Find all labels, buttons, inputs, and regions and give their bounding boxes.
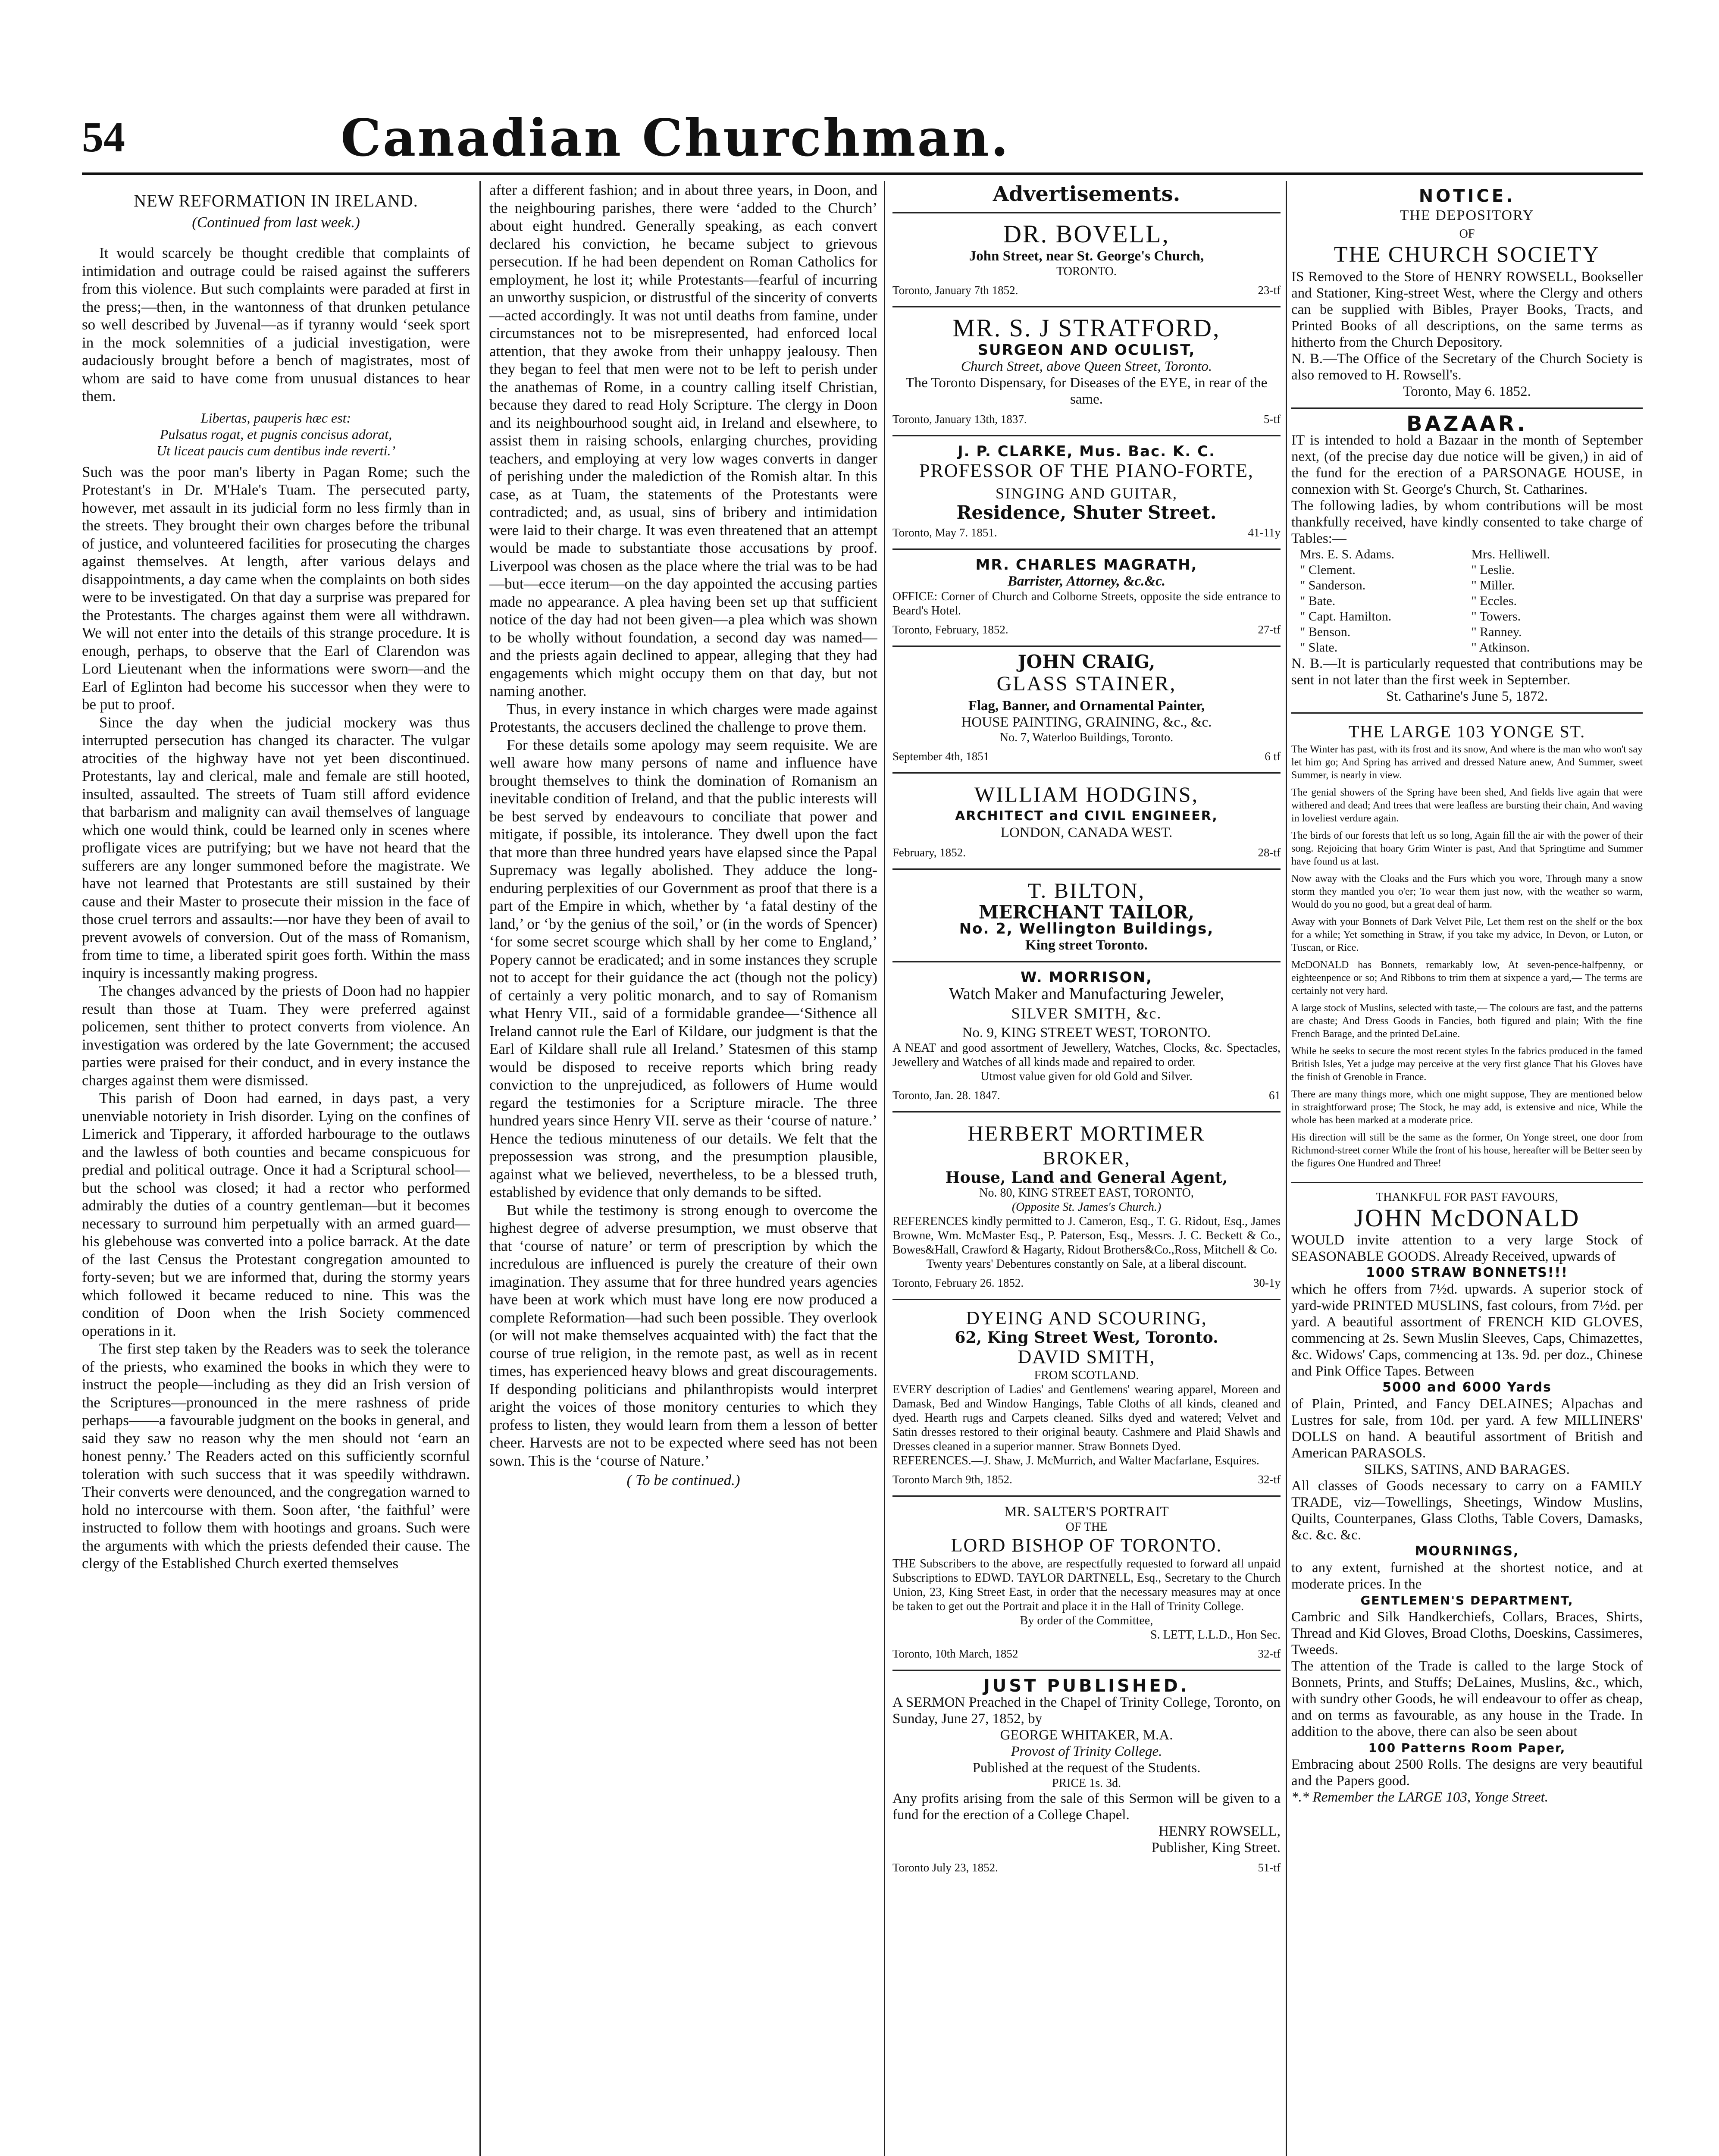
article-paragraph: For these details some apology may seem requisite. We are well aware how many persons of name and influence have brought themselves to think the domination of Romanism an inevitable condition of Ireland, and that the public interests will be best served by endeavours to conciliate that power and mitigate, if possible, its intolerance. They dwell upon the fact that more than three hundred years have elapsed since the Papal Supremacy was legally abolished. They adduce the long-enduring perplexities of our Government as proof that there is a part of the Empire in which, whether by ‘a fatal destiny of the land,’ or ‘by the genius of the soil,’ or (in the words of Spencer) ‘for some secret scourge which shall by her come to England,’ Popery cannot be eradicated; and in some instances they scruple not to accept for their guidance the act (though not the policy) of certainly a very politic monarch, and to say of Romanism what Henry VII., said of a formidable grandee—‘Sithence all Ireland cannot rule the Earl of Kildare, our judgment is that the Earl of Kildare shall rule all Ireland.’ Statesmen of this stamp would be disposed to receive reports which bring ready conviction to the unprejudiced, as followers of Hume would regard the testimonies for a Scripture miracle. The three hundred years since Henry VII. serve as their ‘course of nature.’ Hence the tedious minuteness of our details. We felt that the prepossession was strong, and the presumption plausible, against what we believed, nevertheless, to be a blessed truth, established by evidence that only demands to be sifted.	[489, 736, 877, 1200]
ad-title: DYEING AND SCOURING,	[966, 1307, 1207, 1329]
verse-line: Libertas, pauperis hæc est:	[200, 410, 351, 426]
lady-name: " Atkinson.	[1471, 640, 1530, 655]
notice-text: IT is intended to hold a Bazaar in the month of September next, (of the precise day due notice will be given,) in aid of the fund for the erection of a PARSONAGE HOUSE, in connexion with St. George's Church, St. Catharines.	[1291, 432, 1643, 497]
ad-name: JOHN CRAIG,	[1018, 651, 1155, 672]
ad-ref: 23-tf	[1258, 283, 1281, 297]
lady-name: " Towers.	[1471, 609, 1521, 624]
ad-price: PRICE 1s. 3d.	[1052, 1776, 1121, 1790]
continued-note: (Continued from last week.)	[192, 213, 360, 231]
ad-text: THANKFUL FOR PAST FAVOURS,	[1376, 1191, 1558, 1204]
lady-name: " Clement.	[1300, 563, 1356, 577]
notice-line: OF	[1459, 227, 1475, 241]
ad-ref: 51-tf	[1258, 1861, 1281, 1874]
lady-name: Mrs. E. S. Adams.	[1300, 547, 1395, 561]
ad-text: THE Subscribers to the above, are respectfully requested to forward all unpaid Subscriptions to EDWD. TAYLOR DARTNELL, Esq., Secretary to the Church Union, 23, King Street East, in order that the necessary measures may at once be taken to get out the Portrait and place it in the Hall of Trinity College.	[892, 1557, 1281, 1613]
poem-stanza: There are many things more, which one might suppose, They are mentioned below in straightforward prose; The Stock, he may add, is extensive and nice, While the whole has been marked at a moderate price.	[1291, 1089, 1643, 1126]
ad-text: Cambric and Silk Handkerchiefs, Collars, Braces, Shirts, Thread and Kid Gloves, Broad Cloths, Doeskins, Cassimeres, Tweeds.	[1291, 1609, 1643, 1658]
notice-line: THE DEPOSITORY	[1400, 207, 1534, 223]
ad-date: Toronto, February 26. 1852.	[892, 1276, 1024, 1289]
ad-highlight: GENTLEMEN'S DEPARTMENT,	[1360, 1593, 1574, 1608]
poem-stanza: The Winter has past, with its frost and its snow, And where is the man who won't say let him go; And Spring has arrived and dressed Nature anew, And Summer, sweet Summer, is nearly in view.	[1291, 744, 1643, 781]
poem-stanza: Away with your Bonnets of Dark Velvet Pile, Let them rest on the shelf or the box for a while; Yet something in Straw, if you take my advice, In Devon, or Luton, or Tuscan, or Rice.	[1291, 916, 1643, 953]
article-paragraph: Since the day when the judicial mockery was thus interrupted persecution has changed its character. The vulgar atrocities of the highway have not yet been discontinued. Protestants, lay and clerical, male and female are still hooted, insulted, assaulted. The streets of Tuam still afford evidence that barbarism and malignity can avail themselves of language which one would think, could be learned only in scenes where profligate vices are putrifying; but we have not heard that the sufferers are any longer summoned before the magistrate. We have not learned that Protestants are still sustained by their cause and their Master to prosecute their mission in the face of those cruel terrors and assaults:—nor have they been of avail to prevent avowels of conversion. Out of the mass of Romanism, from time to time, a liberated spirit goes forth. Within the mass inquiry is incessantly making progress.	[82, 714, 470, 981]
ad-address: John Street, near St. George's Church,	[969, 248, 1204, 264]
verse-line: Pulsatus rogat, et pugnis concisus adorat,	[160, 426, 392, 442]
ad-smith	[892, 1300, 1281, 1497]
ad-text: Published at the request of the Students.	[972, 1760, 1201, 1776]
lady-name: " Leslie.	[1471, 563, 1515, 577]
ad-mortimer	[892, 1112, 1281, 1300]
notice-header: NOTICE.	[1418, 186, 1515, 206]
ad-text: OFFICE: Corner of Church and Colborne Streets, opposite the side entrance to Beard's Hotel.	[892, 589, 1281, 617]
ad-large-103	[1291, 714, 1643, 1183]
ad-hodgins	[892, 774, 1281, 870]
ad-date: February, 1852.	[892, 846, 966, 859]
ad-craig	[892, 647, 1281, 774]
lady-name: " Eccles.	[1471, 594, 1517, 608]
ad-ref: 5-tf	[1264, 412, 1281, 426]
ad-date: Toronto March 9th, 1852.	[892, 1473, 1012, 1486]
ad-name: DR. BOVELL,	[1003, 219, 1170, 248]
ad-bilton	[892, 870, 1281, 962]
ad-text: Twenty years' Debentures constantly on Sale, at a liberal discount.	[926, 1257, 1247, 1271]
ad-date: Toronto, Jan. 28. 1847.	[892, 1088, 1000, 1102]
ad-ref: 30-1y	[1253, 1276, 1281, 1289]
notice-name: THE CHURCH SOCIETY	[1334, 242, 1600, 267]
ad-title: THE LARGE 103 YONGE ST.	[1348, 722, 1586, 741]
ad-city: TORONTO.	[1056, 264, 1117, 278]
ad-date: Toronto July 23, 1852.	[892, 1861, 998, 1874]
poem-stanza: Now away with the Cloaks and the Furs which you wore, Through many a snow storm they mantled you o'er; To wear them just now, with the weather so warm, Would do you no good, but a great deal of harm.	[1291, 873, 1643, 910]
ad-name: HERBERT MORTIMER	[968, 1121, 1205, 1145]
ad-text: to any extent, furnished at the shortest notice, and at moderate prices. In the	[1291, 1560, 1643, 1592]
article-column-1	[82, 181, 470, 2156]
notice-text: N. B.—It is particularly requested that contributions may be sent in not later than the first week in September.	[1291, 656, 1643, 688]
ad-morrison	[892, 962, 1281, 1112]
ad-text: EVERY description of Ladies' and Gentlemens' wearing apparel, Moreen and Damask, Bed and Window Hangings, Table Cloths of all kinds, cleaned and dyed. Hearth rugs and Carpets cleaned. Silks dyed and watered; Velvet and Satin dresses restored to their original beauty. Cashmere and Plaid Shawls and Dresses cleaned in a superior manner. Straw Bonnets Dyed.	[892, 1382, 1281, 1453]
ad-text: which he offers from 7½d. upwards. A superior stock of yard-wide PRINTED MUSLINS, fast colours, from 7½d. per yard. A beautiful assortment of FRENCH KID GLOVES, commencing at 2s. Sewn Muslin Sleeves, Caps, Chimazettes, &c. Widows' Caps, commencing at 13s. 9d. per doz., Chinese and Pink Office Tapes. Between	[1291, 1282, 1643, 1379]
poem-stanza: His direction will still be the same as the former, On Yonge street, one door from Richmond-street corner While the front of his house, hereafter will be Better seen by the figures One Hundred and Three!	[1291, 1132, 1643, 1169]
ad-city: King street Toronto.	[1025, 937, 1148, 953]
ad-name: W. MORRISON,	[1021, 968, 1152, 986]
ladies-list	[1291, 547, 1643, 655]
article-paragraph: Such was the poor man's liberty in Pagan Rome; such the Protestant's in Dr. M'Hale's Tuam. The persecuted party, however, met assault in its judicial form no less firmly than in the streets. They brought their own charges before the tribunal of justice, and volunteered facilities for prosecuting the charges against themselves. At length, after various delays and disappointments, a day came when the complaints on both sides were to be investigated. On that day a surprise was prepared for the Protestants. The charges against them were all withdrawn. We will not enter into the details of this strange procedure. It is enough, perhaps, to observe that the Earl of Clarendon was Lord Lieutenant when the informations were sworn—and the Earl of Eglinton had become his successor when they were to be put to proof.	[82, 463, 470, 713]
ad-ref: 41-11y	[1248, 526, 1281, 539]
poem-stanza: While he seeks to secure the most recent styles In the fabrics produced in the famed British Isles, Yet a judge may perceive at the very first glance That his Gloves have the finish of Grenoble in France.	[1291, 1046, 1643, 1083]
ad-title: ARCHITECT and CIVIL ENGINEER,	[955, 808, 1218, 824]
ad-title: BROKER,	[1043, 1147, 1130, 1169]
ad-date: Toronto, January 7th 1852.	[892, 283, 1018, 297]
masthead	[82, 108, 1643, 172]
article-headline: NEW REFORMATION IN IRELAND.	[134, 191, 418, 210]
ad-ref: 32-tf	[1258, 1647, 1281, 1660]
ad-text: HOUSE PAINTING, GRAINING, &c., &c.	[961, 714, 1212, 730]
article-paragraph: This parish of Doon had earned, in days past, a very unenviable notoriety in Irish disorder. Lying on the confines of Limerick and Tipperary, it afforded harbourage to the outlaws and the lawless of both counties and became conspicuous for predial and political outrage. Once it had a Scriptural school—but the school was closed; it had a rector who performed admirably the duties of a country gentleman—but it becomes necessary to surround him perpetually with an armed guard—his glebehouse was converted into a police barrack. At the date of the last Census the Protestant congregation amounted to forty-seven; but we are informed that, during the stormy years which followed it became reduced to nine. This was the condition of Doon when the Irish Society commenced operations in it.	[82, 1090, 470, 1339]
masthead-rule	[82, 172, 1643, 175]
column-divider	[479, 181, 481, 2156]
latin-verse	[82, 410, 470, 459]
notice-text: The following ladies, by whom contributions will be most thankfully received, have kindly consented to take charge of Tables:—	[1291, 498, 1643, 546]
ad-highlight: 1000 STRAW BONNETS!!!	[1366, 1265, 1568, 1280]
ad-text: REFERENCES.—J. Shaw, J. McMurrich, and Walter Macfarlane, Esquires.	[892, 1454, 1259, 1467]
ad-signature: HENRY ROWSELL,	[1159, 1823, 1281, 1839]
ad-highlight: MOURNINGS,	[1415, 1544, 1519, 1559]
ad-name: WILLIAM HODGINS,	[974, 782, 1199, 806]
ad-date: September 4th, 1851	[892, 749, 989, 763]
ad-name: J. P. CLARKE, Mus. Bac. K. C.	[957, 442, 1216, 460]
lady-name: " Capt. Hamilton.	[1300, 609, 1392, 624]
ad-text: REFERENCES kindly permitted to J. Cameron, Esq., T. G. Ridout, Esq., James Browne, Wm. McMaster Esq., P. Paterson, Esq., Messrs. J. C. Beckett & Co., Bowes&Hall, Crawford & Hagarty, Ridout Brothers&Co.,Ross, Mitchell & Co.	[892, 1214, 1281, 1257]
ad-address: 62, King Street West, Toronto.	[955, 1328, 1218, 1347]
ad-date: Toronto, May 7. 1851.	[892, 526, 997, 539]
ad-text: WOULD invite attention to a very large Stock of SEASONABLE GOODS. Already Received, upwards of	[1291, 1232, 1643, 1264]
notice-date: Toronto, May 6. 1852.	[1403, 384, 1531, 399]
ad-address: Church Street, above Queen Street, Toronto.	[961, 358, 1212, 374]
ad-title: SURGEON AND OCULIST,	[977, 341, 1196, 359]
ad-text: FROM SCOTLAND.	[1034, 1368, 1139, 1382]
ad-text: House, Land and General Agent,	[945, 1168, 1228, 1187]
ad-magrath	[892, 550, 1281, 647]
ad-title: GLASS STAINER,	[996, 672, 1177, 695]
verse-line: Ut liceat paucis cum dentibus inde reverti.’	[156, 442, 396, 458]
ad-clarke	[892, 436, 1281, 550]
poem-stanza: McDONALD has Bonnets, remarkably low, At seven-pence-halfpenny, or eighteenpence or so; And Ribbons to trim them at sixpence a yard,— The terms are certainly not very hard.	[1291, 959, 1643, 997]
ad-title: JUST PUBLISHED.	[983, 1676, 1190, 1696]
column-divider	[1286, 181, 1287, 2156]
ad-portrait	[892, 1497, 1281, 1671]
ad-name: DAVID SMITH,	[1018, 1346, 1155, 1367]
ad-just-published	[892, 1671, 1281, 1883]
ad-name: T. BILTON,	[1027, 878, 1146, 903]
article-paragraph: The changes advanced by the priests of Doon had no happier result than those at Tuam. They were preferred against policemen, sent thither to protect converts from violence. An investigation was ordered by the late Government; the accused parties were praised for their conduct, and in every instance the charges against them were dismissed.	[82, 982, 470, 1089]
lady-name: " Sanderson.	[1300, 578, 1366, 592]
article-column-2	[489, 181, 877, 2156]
ad-text: Any profits arising from the sale of this Sermon will be given to a fund for the erection of a College Chapel.	[892, 1790, 1281, 1823]
newspaper-title: Canadian Churchman.	[341, 108, 1010, 168]
ad-title: Watch Maker and Manufacturing Jeweler,	[949, 984, 1224, 1003]
ad-date: Toronto, January 13th, 1837.	[892, 412, 1027, 426]
lady-name: Mrs. Helliwell.	[1471, 547, 1550, 561]
ad-text: OF THE	[1065, 1520, 1108, 1534]
poem-stanza: The birds of our forests that left us so long, Again fill the air with the power of their song. Rejoicing that hoary Grim Winter is past, And that Springtime and Summer have found us at last.	[1291, 830, 1643, 867]
article-paragraph: It would scarcely be thought credible that complaints of intimidation and outrage could be raised against the sufferers from this violence. But such complaints were paraded at first in the press;—then, in the wantonness of that drunken petulance so well described by Juvenal—as if tyranny would ‘seek sport in the mock solemnities of a judicial investigation, were audaciously brought before a bench of magistrates, most of whom are said to have come from unusual distances to hear them.	[82, 244, 470, 404]
advertisements-header: Advertisements.	[892, 181, 1281, 213]
notices-column	[1291, 181, 1643, 2156]
ad-title: SILVER SMITH, &c.	[1011, 1004, 1162, 1022]
ad-text: All classes of Goods necessary to carry on a FAMILY TRADE, viz—Towellings, Sheetings, Window Muslins, Quilts, Counterpanes, Glass Cloths, Table Covers, Damasks, &c. &c. &c.	[1291, 1478, 1643, 1543]
ad-text: By order of the Committee,	[1020, 1614, 1153, 1627]
poem-stanza: A large stock of Muslins, selected with taste,— The colours are fast, and the patterns are chaste; And Dress Goods in Fancies, both figured and plain; With the fine French Barage, and the printed DeLaine.	[1291, 1003, 1643, 1040]
ad-highlight: 100 Patterns Room Paper,	[1368, 1741, 1566, 1755]
ad-ref: 28-tf	[1258, 846, 1281, 859]
lady-name: " Slate.	[1300, 640, 1338, 655]
notice-church-society	[1291, 181, 1643, 409]
ad-title: MR. SALTER'S PORTRAIT	[1004, 1504, 1169, 1520]
ad-signature: Publisher, King Street.	[1151, 1839, 1281, 1855]
article-paragraph: after a different fashion; and in about three years, in Doon, and the neighbouring parishes, there were ‘added to the Church’ about eight hundred. Generally speaking, as each convert declared his conviction, he became subject to grievous persecution. If he had been dependent on Roman Catholics for employment, he lost it; while Protestants—fearful of incurring an unworthy suspicion, or distrustful of the sincerity of converts—acted accordingly. It was not until deaths from famine, under circumstances not to be misrepresented, had enforced local attention, that they awoke from their unhappy jealousy. Then they began to feel that men were not to be left to perish under the anathemas of Rome, in a country calling itself Christian, because they dared to read Holy Scripture. The clergy in Doon and its neighbourhood sought aid, in Ireland and elsewhere, to assist them in raising schools, enlarging churches, providing teachers, and employing at very low wages converts in danger of perishing under the malediction of the Romish altar. In this case, as at Tuam, the statements of the Protestants were contradicted; and, as usual, sins of bribery and intimidation were laid to their charge. It was even threatened that an attempt would be made to substantiate those accusations by proof. Liverpool was chosen as the place where the trial was to be had—but—ecce iterum—on the day appointed the accusing parties made no appearance. A plea having been set up that sufficient notice of the day had not been given—a plea which was shown to be wholly without foundation, a second day was named—and the priests again declined to appear, alleging that they had engagements which might occupy them on that day, but not naming another.	[489, 182, 877, 699]
ad-title: PROFESSOR OF THE PIANO-FORTE,	[919, 460, 1254, 481]
ad-text: *.* Remember the LARGE 103, Yonge Street.	[1291, 1789, 1549, 1805]
ad-signature: S. LETT, L.L.D., Hon Sec.	[1150, 1628, 1281, 1642]
notice-date: St. Catharine's June 5, 1872.	[1386, 689, 1548, 704]
lady-name: " Bate.	[1300, 594, 1336, 608]
ad-highlight: SILKS, SATINS, AND BARAGES.	[1364, 1462, 1570, 1477]
ad-text: Utmost value given for old Gold and Silver.	[980, 1069, 1193, 1083]
poem-stanza: The genial showers of the Spring have been shed, And fields live again that were withered and dead; And trees that were leafless are bursting their chain, And waving in loveliest verdure again.	[1291, 787, 1643, 824]
ad-text: Provost of Trinity College.	[1011, 1743, 1162, 1759]
page-number: 54	[82, 113, 125, 161]
ad-ref: 27-tf	[1258, 623, 1281, 636]
ad-ref: 32-tf	[1258, 1473, 1281, 1486]
lady-name: " Benson.	[1300, 625, 1351, 639]
ad-text: The attention of the Trade is called to the large Stock of Bonnets, Prints, and Stuffs; DeLaines, Muslins, &c., which, with sundry other Goods, he will endeavour to offer as cheap, and on terms as favourable, as any house in the Trade. In addition to the above, there can also be seen about	[1291, 1658, 1643, 1739]
ad-text: Embracing about 2500 Rolls. The designs are very beautiful and the Papers good.	[1291, 1757, 1643, 1789]
ad-name: MR. S. J STRATFORD,	[952, 313, 1221, 342]
ad-address: No. 9, KING STREET WEST, TORONTO.	[962, 1025, 1211, 1040]
article-paragraph: But while the testimony is strong enough to overcome the highest degree of adverse presumption, we must observe that that ‘course of nature’ or term of prescription by which the incredulous are influenced is purely the creature of their own imagination. They assume that for three hundred years agencies have been at work which must have long ere now produced a complete Reformation—had such been possible. They overlook (or will not make themselves acquainted with) the fact that the course of true religion, in the remote past, as well as in recent times, has experienced heavy blows and great discouragements. If desponding politicians and philanthropists would interpret aright the voices of those monitory centuries to which they profess to listen, they would learn from them a lesson of better cheer. Harvests are not to be expected where seed has not been sown. This is the ‘course of Nature.’	[489, 1201, 877, 1469]
ad-ref: 6 tf	[1265, 749, 1281, 763]
article-paragraph: The first step taken by the Readers was to seek the tolerance of the priests, who examined the books in which they were to instruct the people—including as they did an Irish version of the Scriptures—pronounced in the mere rashness of pride perhaps——a favourable judgment on the books in general, and said they saw no reason why the men should not ‘earn an honest penny.’ The Readers acted on this sufficiently scornful toleration with such success that it was speedily withdrawn. Their converts were denounced, and the congregation warned to hold no intercourse with them. Soon after, ‘the faithful’ were instructed to follow them with hootings and groans. Such were the arguments with which the priests defended their cause. The clergy of the Established Church exerted themselves	[82, 1340, 470, 1572]
column-divider	[884, 181, 885, 2156]
ad-highlight: 5000 and 6000 Yards	[1382, 1380, 1552, 1395]
ad-title: SINGING AND GUITAR,	[995, 484, 1178, 502]
ad-name: GEORGE WHITAKER, M.A.	[1000, 1727, 1173, 1743]
ad-address: No. 2, Wellington Buildings,	[959, 920, 1214, 937]
poem	[1291, 743, 1643, 1170]
ad-stratford	[892, 307, 1281, 436]
ad-text: The Toronto Dispensary, for Diseases of the EYE, in rear of the same.	[905, 375, 1268, 407]
ad-address: Residence, Shuter Street.	[956, 501, 1217, 523]
ad-date: Toronto, 10th March, 1852	[892, 1647, 1018, 1660]
ad-name: LORD BISHOP OF TORONTO.	[951, 1534, 1222, 1556]
ad-mcdonald	[1291, 1183, 1643, 1813]
ad-text: A SERMON Preached in the Chapel of Trinity College, Toronto, on Sunday, June 27, 1852, by	[892, 1694, 1281, 1727]
to-be-continued: ( To be continued.)	[626, 1472, 740, 1489]
ad-text: of Plain, Printed, and Fancy DELAINES; Alpachas and Lustres for sale, from 10d. per yard. A few MILLINERS' DOLLS on hand. A beautiful assortment of British and American PARASOLS.	[1291, 1396, 1643, 1461]
article-paragraph: Thus, in every instance in which charges were made against Protestants, the accusers declined the challenge to prove them.	[489, 700, 877, 735]
notice-text: N. B.—The Office of the Secretary of the Church Society is also removed to H. Rowsell's.	[1291, 351, 1643, 383]
ad-city: LONDON, CANADA WEST.	[1000, 824, 1173, 840]
ad-name: JOHN McDONALD	[1354, 1204, 1580, 1232]
ad-ref: 61	[1269, 1088, 1281, 1102]
ad-date: Toronto, February, 1852.	[892, 623, 1008, 636]
lady-name: " Ranney.	[1471, 625, 1522, 639]
ad-text: (Opposite St. James's Church.)	[1011, 1200, 1162, 1214]
ad-bovell	[892, 213, 1281, 307]
notice-text: IS Removed to the Store of HENRY ROWSELL, Bookseller and Stationer, King-street West, where the Clergy and others can be supplied with Bibles, Prayer Books, Tracts, and Printed Books of all descriptions, on the same terms as hitherto from the Church Depository.	[1291, 269, 1643, 350]
ad-title: MERCHANT TAILOR,	[978, 901, 1195, 923]
advertisements-column	[892, 181, 1281, 2156]
ad-name: MR. CHARLES MAGRATH,	[975, 556, 1198, 573]
ad-address: No. 7, Waterloo Buildings, Toronto.	[999, 730, 1174, 744]
notice-bazaar	[1291, 409, 1643, 714]
ad-text: Flag, Banner, and Ornamental Painter,	[968, 698, 1205, 714]
ad-text: A NEAT and good assortment of Jewellery, Watches, Clocks, &c. Spectacles, Jewellery and Watches of all kinds made and repaired to order.	[892, 1041, 1281, 1069]
notice-header: BAZAAR.	[1406, 412, 1528, 436]
ad-title: Barrister, Attorney, &c.&c.	[1007, 573, 1166, 589]
ad-address: No. 80, KING STREET EAST, TORONTO,	[979, 1186, 1194, 1200]
lady-name: " Miller.	[1471, 578, 1515, 592]
